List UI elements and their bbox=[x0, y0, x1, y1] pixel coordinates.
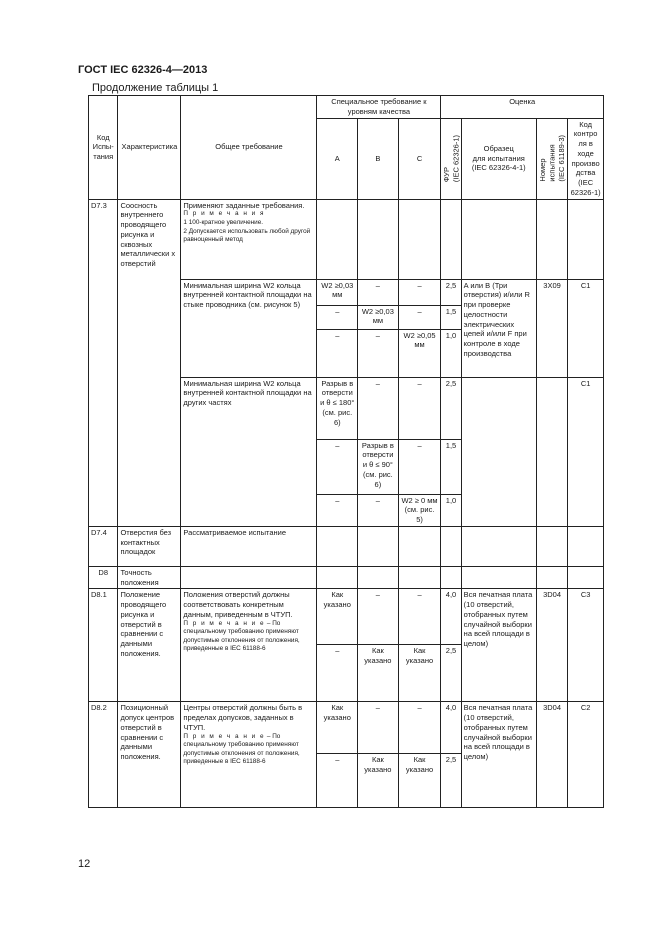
d81-characteristic: Положение проводящего рисунка и отверстий в сравнении с данными положения. bbox=[118, 589, 181, 702]
d73-sub1-r3-a: – bbox=[317, 329, 358, 377]
d82-r2-b: Как указано bbox=[358, 754, 399, 808]
d81-r2-a: – bbox=[317, 645, 358, 702]
col-header-code: Код Испы- тания bbox=[89, 96, 118, 200]
page-number: 12 bbox=[78, 858, 91, 870]
d82-r2-c: Как указано bbox=[398, 754, 441, 808]
d73-sub2-r1-a: Разрыв в отверсти и θ ≤ 180° (см. рис. 6) bbox=[317, 377, 358, 439]
d73-sub2-r2-a: – bbox=[317, 439, 358, 494]
d73-sub2-r1-fur: 2,5 bbox=[441, 377, 461, 439]
d82-test-number: 3D04 bbox=[536, 702, 567, 808]
d73-sub1-r1-c: – bbox=[398, 279, 441, 305]
d82-control: C2 bbox=[568, 702, 604, 808]
d73-sub1-r1-a: W2 ≥0,03 мм bbox=[317, 279, 358, 305]
col-header-fur: ФУР (IEC 62326-1) bbox=[441, 118, 461, 199]
d73-sub2-r2-fur: 1,5 bbox=[441, 439, 461, 494]
d73-sub1-general: Минимальная ширина W2 кольца внутренней контактной площадки на стыке проводника (см. рисунок 5) bbox=[181, 279, 317, 377]
d73-sub1-r2-c: – bbox=[398, 305, 441, 329]
d81-r2-b: Как указано bbox=[358, 645, 399, 702]
col-header-test-number: Номер испытания (IEC 61189-3) bbox=[536, 118, 567, 199]
col-header-level-c: C bbox=[398, 118, 441, 199]
d73-sub1-r3-c: W2 ≥0,05 мм bbox=[398, 329, 441, 377]
document-title: ГОСТ IEC 62326-4—2013 bbox=[78, 64, 208, 76]
d81-r2-c: Как указано bbox=[398, 645, 441, 702]
d73-sub2-r2-c: – bbox=[398, 439, 441, 494]
d73-sub1-r3-b: – bbox=[358, 329, 399, 377]
d73-sub1-r2-b: W2 ≥0,03 мм bbox=[358, 305, 399, 329]
table-caption: Продолжение таблицы 1 bbox=[92, 82, 219, 94]
d81-r2-fur: 2,5 bbox=[441, 645, 461, 702]
col-header-sample: Образец для испытания (IEC 62326-4-1) bbox=[461, 118, 536, 199]
d82-r2-a: – bbox=[317, 754, 358, 808]
col-header-level-b: B bbox=[358, 118, 399, 199]
d82-r1-b: – bbox=[358, 702, 399, 754]
d82-code: D8.2 bbox=[89, 702, 118, 808]
col-header-special: Специальное требование к уровням качества bbox=[317, 96, 441, 119]
d73-sub1-test-number: 3X09 bbox=[536, 279, 567, 377]
d73-sub2-r1-c: – bbox=[398, 377, 441, 439]
d74-code: D7.4 bbox=[89, 526, 118, 566]
d73-sub1-r1-fur: 2,5 bbox=[441, 279, 461, 305]
d73-sub1-sample: A или B (Три отверстия) и/или R при проверке целостности электрических цепей и/или F при контроле в ходе производства bbox=[461, 279, 536, 377]
col-header-level-a: A bbox=[317, 118, 358, 199]
d81-sample: Вся печатная плата (10 отверстий, отобранных путем случайной выборки на всей площади в целом) bbox=[461, 589, 536, 702]
d82-r1-fur: 4,0 bbox=[441, 702, 461, 754]
d81-control: C3 bbox=[568, 589, 604, 702]
d82-r1-a: Как указано bbox=[317, 702, 358, 754]
d82-r2-fur: 2,5 bbox=[441, 754, 461, 808]
d73-characteristic: Соосность внутреннего проводящего рисунка и сквозных металлически х отверстий bbox=[118, 199, 181, 526]
d81-r1-fur: 4,0 bbox=[441, 589, 461, 645]
d73-sub2-r3-b: – bbox=[358, 494, 399, 526]
d73-sub2-general: Минимальная ширина W2 кольца внутренней контактной площадки на других частях bbox=[181, 377, 317, 526]
d82-sample: Вся печатная плата (10 отверстий, отобранных путем случайной выборки на всей площади в целом) bbox=[461, 702, 536, 808]
d73-sub1-r2-fur: 1,5 bbox=[441, 305, 461, 329]
d81-code: D8.1 bbox=[89, 589, 118, 702]
d73-code: D7.3 bbox=[89, 199, 118, 526]
d73-sub1-r1-b: – bbox=[358, 279, 399, 305]
d8-characteristic: Точность положения bbox=[118, 566, 181, 589]
d73-sub2-r3-fur: 1,0 bbox=[441, 494, 461, 526]
d73-general: Применяют заданные требования. П р и м е ч а н и я 1 100-кратное увеличение. 2 Допускается использовать любой другой равноценный метод bbox=[181, 199, 317, 279]
d73-sub2-r3-a: – bbox=[317, 494, 358, 526]
d8-code: D8 bbox=[89, 566, 118, 589]
col-header-assessment: Оценка bbox=[441, 96, 604, 119]
d81-r1-b: – bbox=[358, 589, 399, 645]
d81-r1-c: – bbox=[398, 589, 441, 645]
d81-r1-a: Как указано bbox=[317, 589, 358, 645]
d73-sub2-r3-c: W2 ≥ 0 мм (см. рис. 5) bbox=[398, 494, 441, 526]
d73-sub1-control: C1 bbox=[568, 279, 604, 377]
requirements-table bbox=[88, 95, 604, 808]
d74-general: Рассматриваемое испытание bbox=[181, 526, 317, 566]
d73-sub1-r2-a: – bbox=[317, 305, 358, 329]
d82-characteristic: Позиционный допуск центров отверстий в сравнении с данными положения. bbox=[118, 702, 181, 808]
d73-sub2-control: C1 bbox=[568, 377, 604, 526]
col-header-general: Общее требование bbox=[181, 96, 317, 200]
d81-test-number: 3D04 bbox=[536, 589, 567, 702]
d82-general: Центры отверстий должны быть в пределах допусков, заданных в ЧТУП. П р и м е ч а н и е – По специальному требованию применяют допустимые отклонения от положения, приведенные в IEC 61188-6 bbox=[181, 702, 317, 808]
col-header-characteristic: Характеристика bbox=[118, 96, 181, 200]
d74-characteristic: Отверстия без контактных площадок bbox=[118, 526, 181, 566]
d73-sub2-r1-b: – bbox=[358, 377, 399, 439]
d82-r1-c: – bbox=[398, 702, 441, 754]
d73-sub2-r2-b: Разрыв в отверсти и θ ≤ 90° (см. рис. 6) bbox=[358, 439, 399, 494]
d81-general: Положения отверстий должны соответствовать конкретным данным, приведенным в ЧТУП. П р и м е ч а н и е – По специальному требованию применяют допустимые отклонения от положения, приведенные в IEC 61188-6 bbox=[181, 589, 317, 702]
d73-sub1-r3-fur: 1,0 bbox=[441, 329, 461, 377]
col-header-control-code: Код контро ля в ходе произво дства (IEC 62326-1) bbox=[568, 118, 604, 199]
